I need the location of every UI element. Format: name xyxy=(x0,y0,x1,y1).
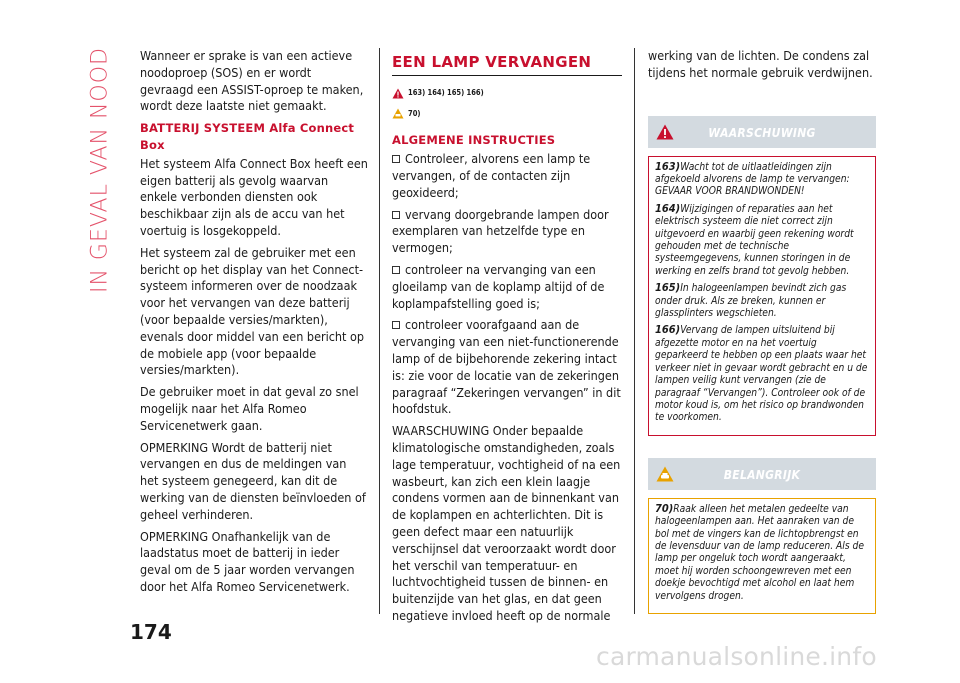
checkbox-bullet-icon xyxy=(392,321,400,329)
column-divider xyxy=(634,48,635,614)
warning-item: 163)Wacht tot de uitlaatleidingen zijn afgekoeld alvorens de lamp te vervangen: GEVAAR VOOR BRANDWONDEN! xyxy=(655,159,850,198)
important-references xyxy=(392,106,622,123)
important-box-header xyxy=(648,458,876,490)
warning-refs-text[interactable]: 163) 164) 165) 166) xyxy=(408,87,484,97)
warning-box xyxy=(648,156,876,436)
warning-item: 164)Wijzigingen of reparaties aan het elektrisch systeem die niet correct zijn uitgevoerd en waarbij geen rekening wordt gehouden met de technische systeemgegevens, kunnen storingen in de werking en zelfs brand tot gevolg hebben. xyxy=(655,201,854,277)
warning-box-header xyxy=(648,116,876,148)
important-triangle-icon xyxy=(392,108,404,119)
section-heading-general: ALGEMENE INSTRUCTIES xyxy=(392,133,556,148)
paragraph: Wanneer er sprake is van een actieve noodoproep (SOS) en er wordt gevraagd een ASSIST-oproep te maken, wordt deze laatste niet gemaakt. xyxy=(140,48,364,114)
paragraph: Het systeem Alfa Connect Box heeft een eigen batterij als gevolg waarvan enkele verbonden diensten ook beschikbaar zijn als de accu van het voertuig is losgekoppeld. xyxy=(140,155,368,238)
important-refs-text[interactable]: 70) xyxy=(408,108,421,118)
checkbox-bullet-icon xyxy=(392,155,400,163)
column-left xyxy=(140,48,368,601)
column-middle xyxy=(392,48,622,630)
bullet-item: controleer na vervanging van een gloeilamp van de koplamp altijd of de koplampafstelling goed is; xyxy=(392,261,605,311)
checkbox-bullet-icon xyxy=(392,266,400,274)
bullet-item: controleer voorafgaand aan de vervanging van een niet-functionerende lamp of de bijbehorende zekering intact is: zie voor de locatie van de zekeringen paragraaf “Zekeringen vervangen” in dit hoofdstuk. xyxy=(392,317,621,417)
paragraph: werking van de lichten. De condens zal tijdens het normale gebruik verdwijnen. xyxy=(648,48,873,80)
checkbox-bullet-icon xyxy=(392,211,400,219)
column-divider xyxy=(379,48,380,614)
paragraph: De gebruiker moet in dat geval zo snel mogelijk naar het Alfa Romeo Servicenetwerk gaan. xyxy=(140,384,359,433)
important-box xyxy=(648,498,876,614)
page-number: 174 xyxy=(130,620,172,644)
warning-item: 166)Vervang de lampen uitsluitend bij afgezette motor en na het voertuig geparkeerd te hebben op een plaats waar het verkeer niet in gevaar wordt gebracht en u de lampen veilig kunt vervangen (zie de paragraaf “Vervangen”). Controleer ook of de motor koud is, om het risico op brandwonden te voorkomen. xyxy=(655,323,868,424)
paragraph: WAARSCHUWING Onder bepaalde klimatologische omstandigheden, zoals lage temperatuur, vochtigheid of na een wasbeurt, kan zich een klein laagje condens vormen aan de binnenkant van de koplampen en achterlichten. Dit is geen defect maar een natuurlijk verschijnsel dat veroorzaakt wordt door het verschil van temperatuur- en luchtvochtigheid tussen de binnen- en buitenzijde van het glas, en dat geen negatieve invloed heeft op de normale xyxy=(392,423,621,623)
paragraph: Het systeem zal de gebruiker met een bericht op het display van het Connect-systeem informeren over de noodzaak voor het vervangen van deze batterij (voor bepaalde versies/markten), evenals door middel van een bericht op de mobiele app (voor bepaalde versies/markten). xyxy=(140,244,365,378)
section-side-title xyxy=(80,46,120,294)
important-item: 70)Raak alleen het metalen gedeelte van halogeenlampen aan. Het aanraken van de bol met de vingers kan de lichtopbrengst en de levensduur van de lamp reduceren. Als de lamp per ongeluk toch wordt aangeraakt, moet hij worden schoongewreven met een doekje bevochtigd met alcohol en laat hem vervolgens drogen. xyxy=(655,501,864,602)
section-heading-battery: BATTERIJ SYSTEEM Alfa Connect Box xyxy=(140,121,355,152)
paragraph: OPMERKING Onafhankelijk van de laadstatus moet de batterij in ieder geval om de 5 jaar worden vervangen door het Alfa Romeo Servicenetwerk. xyxy=(140,528,355,594)
warning-item: 165)In halogeenlampen bevindt zich gas onder druk. Als ze breken, kunnen er glassplinters wegschieten. xyxy=(655,281,847,320)
important-box-title: BELANGRIJK xyxy=(723,467,801,482)
paragraph: OPMERKING Wordt de batterij niet vervangen en dus de meldingen van het systeem genegeerd, kan dit de werking van de diensten beïnvloeden of geheel verhinderen. xyxy=(140,439,366,522)
bullet-item: Controleer, alvorens een lamp te vervangen, of de contacten zijn geoxideerd; xyxy=(392,151,591,200)
warning-box-title: WAARSCHUWING xyxy=(708,125,816,140)
warning-triangle-icon xyxy=(392,88,404,99)
chapter-title: EEN LAMP VERVANGEN xyxy=(392,54,622,76)
watermark: carmanualsonline.info xyxy=(596,642,877,671)
side-title-text: IN GEVAL VAN NOOD xyxy=(87,46,113,294)
bullet-item: vervang doorgebrande lampen door exemplaren van hetzelfde type en vermogen; xyxy=(392,206,609,256)
warning-references xyxy=(392,85,622,102)
column-right xyxy=(648,48,876,614)
